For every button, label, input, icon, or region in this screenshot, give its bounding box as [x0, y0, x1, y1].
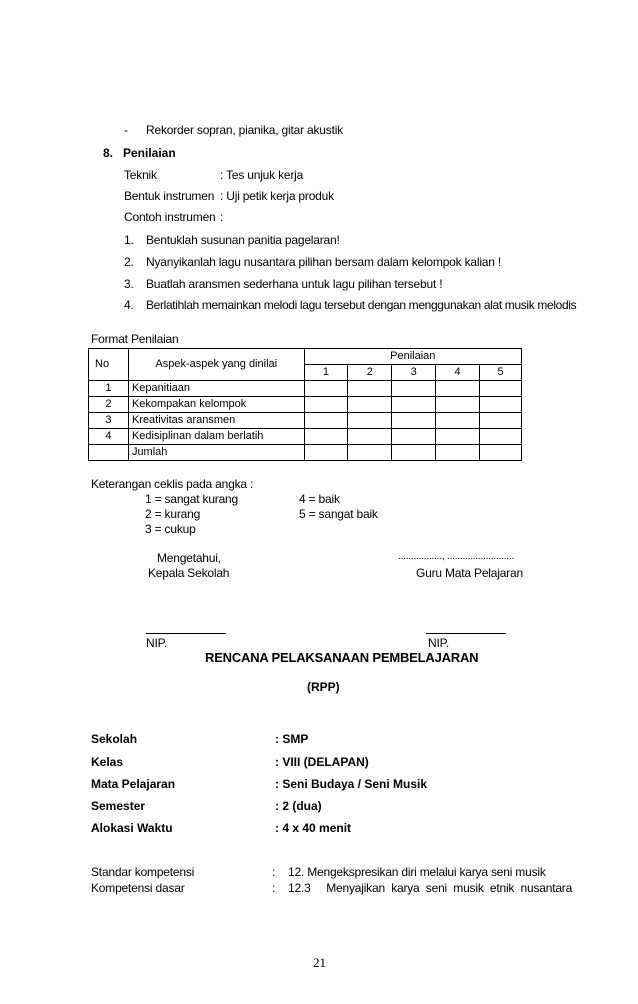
- standar-colon: :: [272, 865, 276, 879]
- score-cell[interactable]: [392, 381, 436, 397]
- rpp-subtitle: (RPP): [307, 680, 340, 694]
- signature-left-line2: Kepala Sekolah: [148, 566, 230, 580]
- standar-value: 12. Mengekspresikan diri melalui karya seni musik: [288, 865, 546, 879]
- score-header: 2: [348, 365, 392, 381]
- score-cell[interactable]: [348, 381, 392, 397]
- score-cell[interactable]: [304, 381, 348, 397]
- item-text: Berlatihlah memainkan melodi lagu tersebut dengan menggunakan alat musik melodis: [146, 298, 577, 312]
- score-cell[interactable]: [480, 429, 522, 445]
- row-no: 4: [89, 429, 129, 445]
- row-aspek: Kekompakan kelompok: [128, 397, 304, 413]
- page-number: 21: [313, 955, 326, 970]
- row-no: 1: [89, 381, 129, 397]
- score-cell[interactable]: [392, 445, 436, 461]
- score-cell[interactable]: [392, 413, 436, 429]
- score-header: 4: [436, 365, 480, 381]
- field-value-teknik: : Tes unjuk kerja: [220, 168, 304, 182]
- identity-value: : SMP: [275, 732, 309, 746]
- score-cell[interactable]: [480, 397, 522, 413]
- identity-value: : 2 (dua): [275, 799, 322, 813]
- header-no: No: [89, 349, 129, 381]
- identity-value: : 4 x 40 menit: [275, 821, 352, 835]
- kompetensi-value: 12.3 Menyajikan karya seni musik etnik nusantara: [288, 881, 573, 895]
- score-cell[interactable]: [480, 445, 522, 461]
- legend-item: 3 = cukup: [145, 522, 196, 536]
- score-cell[interactable]: [436, 381, 480, 397]
- score-cell[interactable]: [348, 413, 392, 429]
- score-cell[interactable]: [480, 381, 522, 397]
- keterangan-title: Keterangan ceklis pada angka :: [91, 477, 254, 491]
- item-text: Buatlah aransmen sederhana untuk lagu pilihan tersebut !: [146, 277, 443, 291]
- signature-right-line2: Guru Mata Pelajaran: [416, 566, 523, 580]
- legend-item: 1 = sangat kurang: [145, 492, 239, 506]
- row-aspek: Kedisiplinan dalam berlatih: [128, 429, 304, 445]
- kompetensi-label: Kompetensi dasar: [91, 881, 185, 895]
- table-row: [89, 381, 522, 397]
- score-header: 1: [304, 365, 348, 381]
- score-header: 3: [392, 365, 436, 381]
- score-cell[interactable]: [348, 397, 392, 413]
- row-no: [89, 445, 129, 461]
- field-label-bentuk: Bentuk instrumen: [124, 189, 215, 203]
- score-cell[interactable]: [436, 413, 480, 429]
- item-text: Bentuklah susunan panitia pagelaran!: [146, 233, 340, 247]
- identity-value: : VIII (DELAPAN): [275, 755, 369, 769]
- field-label-teknik: Teknik: [124, 168, 157, 182]
- signature-line-right: [426, 633, 506, 634]
- item-num: 2.: [124, 255, 134, 269]
- row-no: 3: [89, 413, 129, 429]
- score-cell[interactable]: [304, 397, 348, 413]
- nip-left: NIP.: [146, 636, 167, 650]
- score-cell[interactable]: [348, 429, 392, 445]
- bullet-dash: -: [124, 123, 128, 137]
- kompetensi-colon: :: [272, 881, 276, 895]
- field-value-bentuk: : Uji petik kerja produk: [220, 189, 334, 203]
- score-cell[interactable]: [304, 445, 348, 461]
- score-cell[interactable]: [436, 445, 480, 461]
- section-heading: Penilaian: [123, 146, 176, 160]
- field-value-contoh: :: [220, 210, 224, 224]
- signature-line-left: [146, 633, 226, 634]
- row-no: 2: [89, 397, 129, 413]
- section-number: 8.: [103, 146, 114, 160]
- format-title: Format Penilaian: [91, 332, 179, 346]
- score-cell[interactable]: [436, 397, 480, 413]
- signature-date-line[interactable]: ................., ..........................: [398, 551, 515, 562]
- row-aspek: Jumlah: [128, 445, 304, 461]
- identity-value: : Seni Budaya / Seni Musik: [275, 777, 428, 791]
- score-cell[interactable]: [436, 429, 480, 445]
- header-aspek: Aspek-aspek yang dinilai: [128, 349, 304, 381]
- score-cell[interactable]: [304, 413, 348, 429]
- signature-left-line1: Mengetahui,: [157, 551, 221, 565]
- standar-label: Standar kompetensi: [91, 865, 195, 879]
- identity-label: Mata Pelajaran: [91, 777, 176, 791]
- table-row: [89, 429, 522, 445]
- item-text: Nyanyikanlah lagu nusantara pilihan bersam dalam kelompok kalian !: [146, 255, 502, 269]
- table-row-total: [89, 445, 522, 461]
- legend-item: 2 = kurang: [145, 507, 201, 521]
- nip-right: NIP.: [428, 636, 449, 650]
- table-row: [89, 413, 522, 429]
- score-cell[interactable]: [480, 413, 522, 429]
- score-cell[interactable]: [348, 445, 392, 461]
- field-label-contoh: Contoh instrumen: [124, 210, 216, 224]
- identity-label: Semester: [91, 799, 146, 813]
- row-aspek: Kreativitas aransmen: [128, 413, 304, 429]
- legend-item: 4 = baik: [299, 492, 340, 506]
- rpp-title: RENCANA PELAKSANAAN PEMBELAJARAN: [205, 650, 479, 665]
- table-row: [89, 397, 522, 413]
- score-header: 5: [480, 365, 522, 381]
- assessment-table: [88, 348, 522, 461]
- identity-label: Alokasi Waktu: [91, 821, 173, 835]
- bullet-text: Rekorder sopran, pianika, gitar akustik: [146, 123, 343, 137]
- item-num: 4.: [124, 298, 134, 312]
- score-cell[interactable]: [392, 397, 436, 413]
- identity-label: Sekolah: [91, 732, 138, 746]
- header-penilaian: Penilaian: [304, 349, 521, 365]
- item-num: 1.: [124, 233, 134, 247]
- identity-label: Kelas: [91, 755, 124, 769]
- legend-item: 5 = sangat baik: [299, 507, 378, 521]
- row-aspek: Kepanitiaan: [128, 381, 304, 397]
- score-cell[interactable]: [392, 429, 436, 445]
- score-cell[interactable]: [304, 429, 348, 445]
- item-num: 3.: [124, 277, 134, 291]
